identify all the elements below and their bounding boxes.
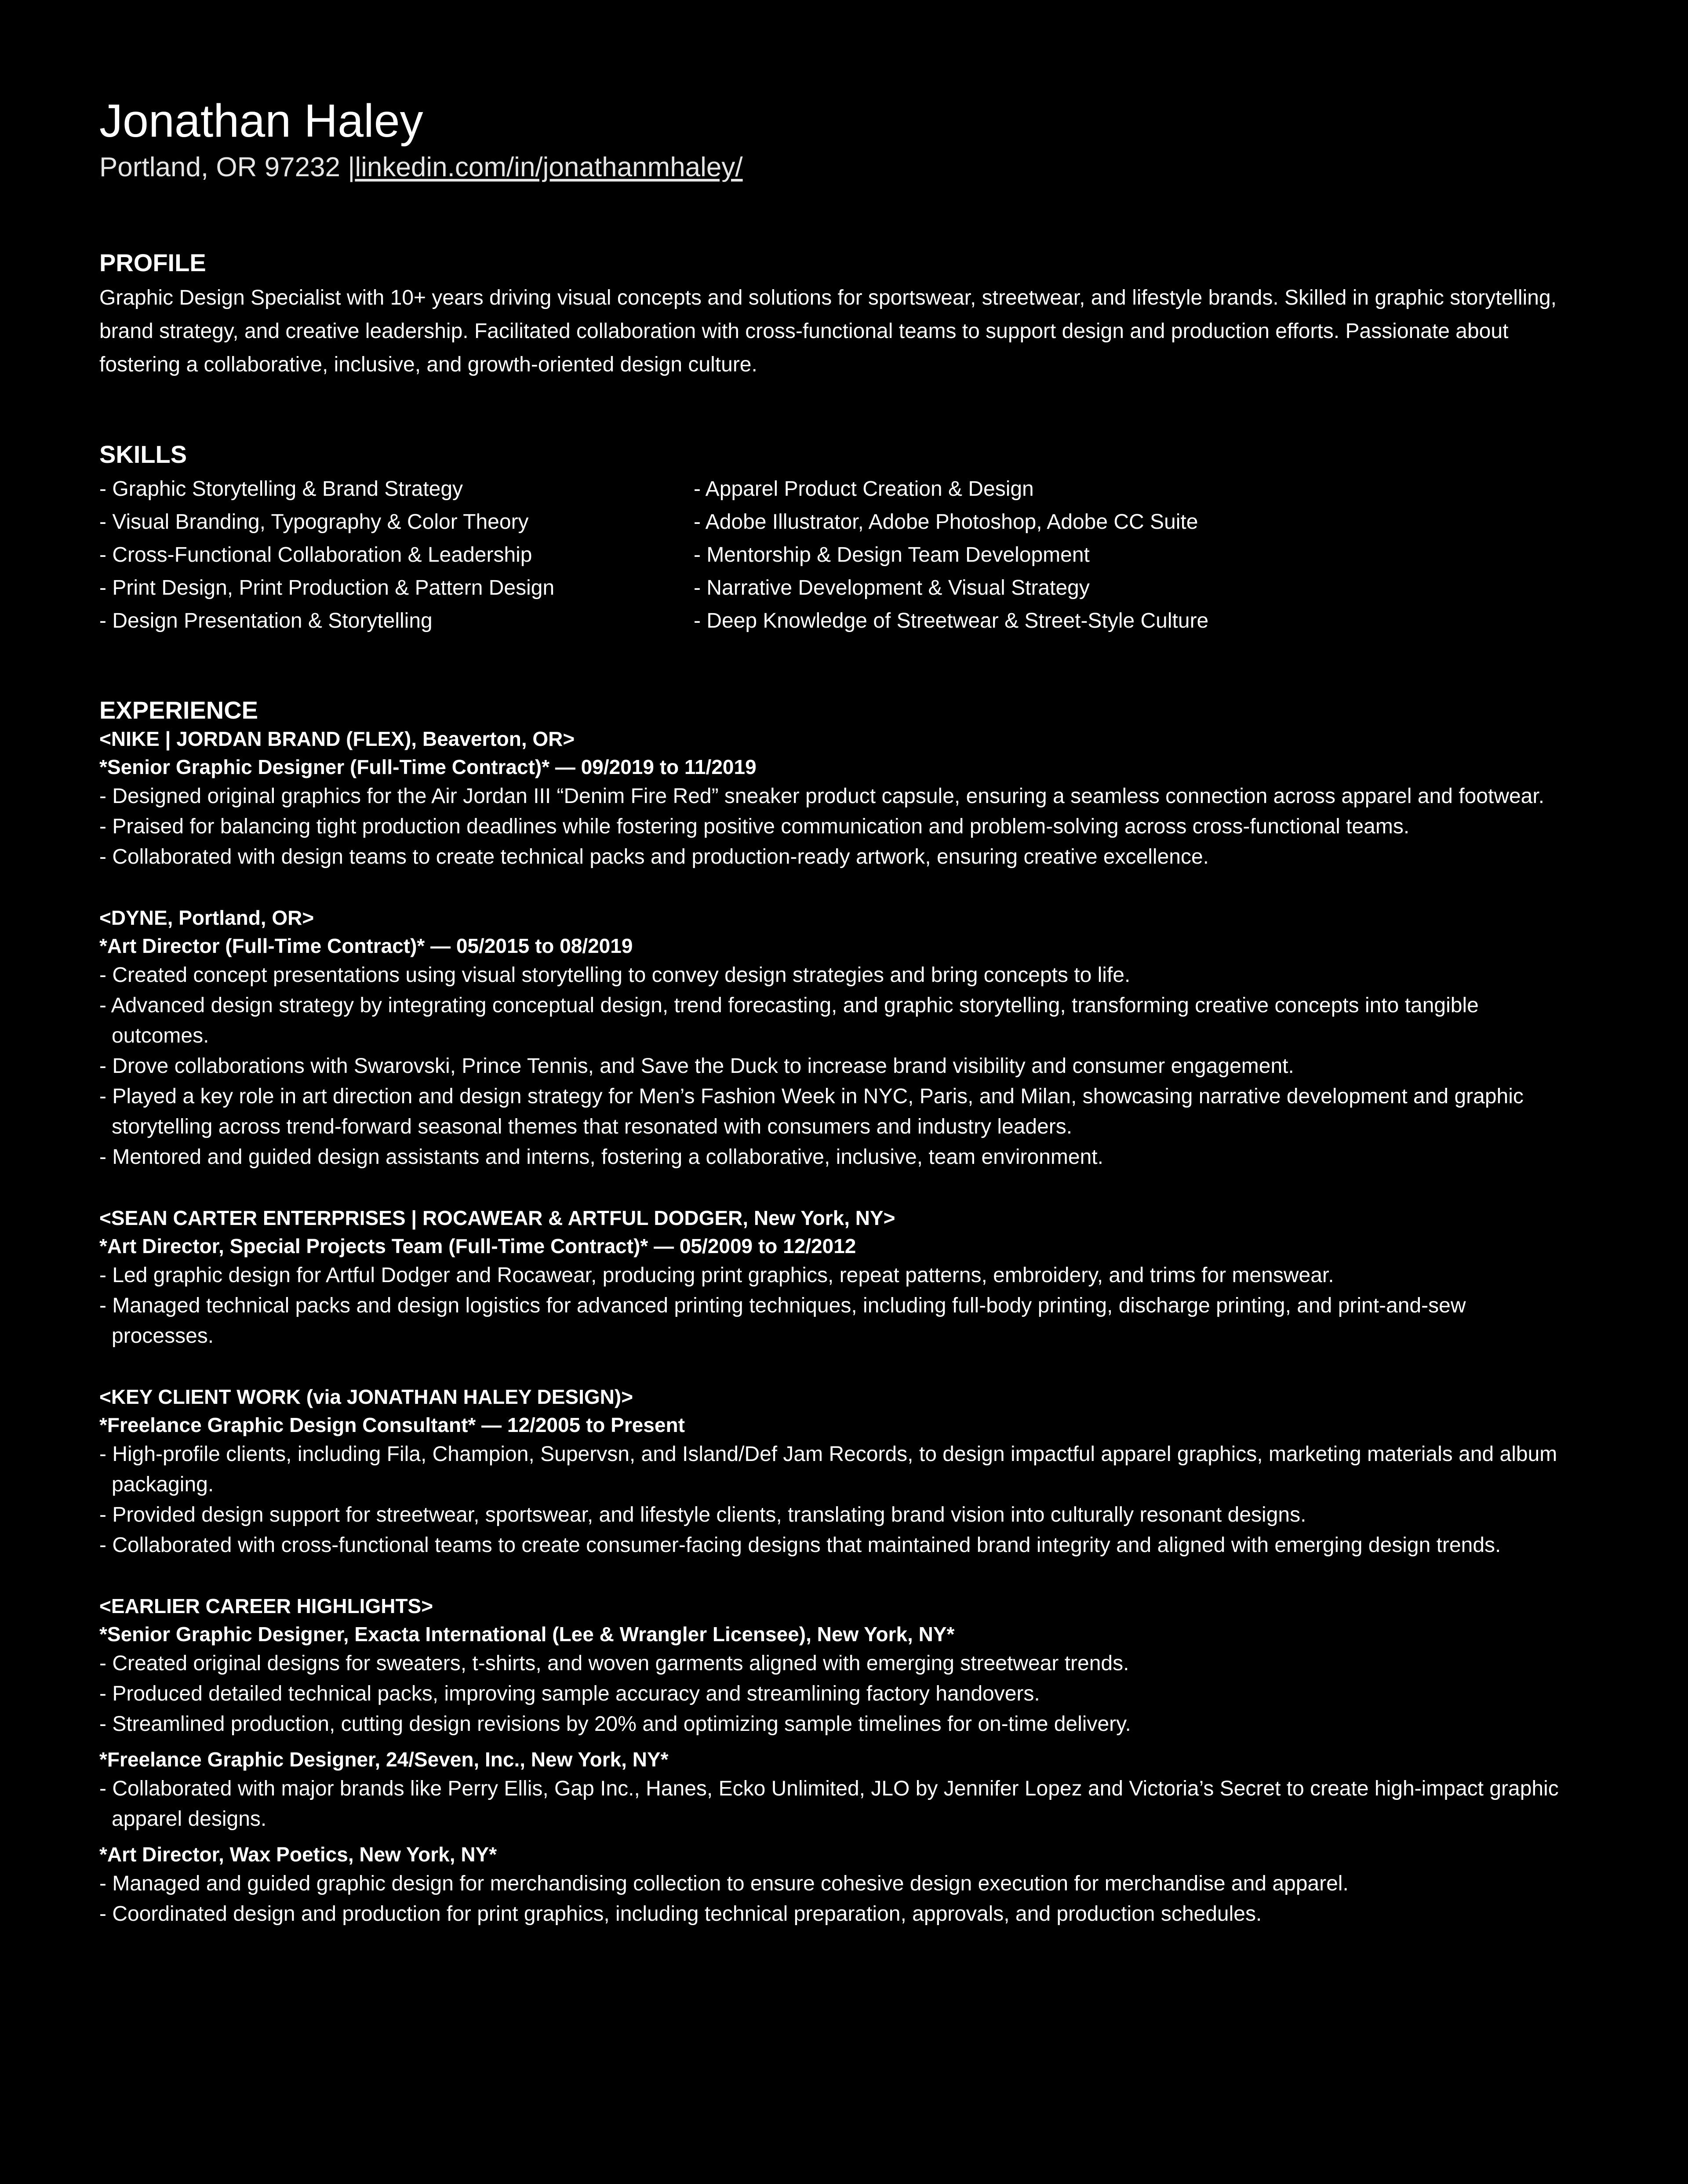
job-role: *Art Director, Special Projects Team (Full-Time Contract)* — 05/2009 to 12/2012 xyxy=(99,1234,856,1257)
job-bullet: - Collaborated with cross-functional teams to create consumer-facing designs that maintained brand integrity and aligned with emerging design trends. xyxy=(99,1533,1501,1557)
job-bullet: - Coordinated design and production for print graphics, including technical preparation, approvals, and production schedules. xyxy=(99,1902,1262,1926)
job-role: *Art Director (Full-Time Contract)* — 05/2015 to 08/2019 xyxy=(99,934,633,957)
job-bullet: - Mentored and guided design assistants and interns, fostering a collaborative, inclusive, team environment. xyxy=(99,1145,1103,1169)
skill-item: - Graphic Storytelling & Brand Strategy xyxy=(99,477,463,501)
job-bullet: - Collaborated with design teams to create technical packs and production-ready artwork, ensuring creative excellence. xyxy=(99,845,1209,869)
job-role: *Senior Graphic Designer, Exacta International (Lee & Wrangler Licensee), New York, NY* xyxy=(99,1622,955,1646)
linkedin-link[interactable]: linkedin.com/in/jonathanmhaley/ xyxy=(355,152,743,182)
profile-section xyxy=(99,248,1589,381)
job-bullets xyxy=(99,781,1589,872)
skill-item: - Narrative Development & Visual Strategy xyxy=(694,576,1090,600)
job-bullet: - Praised for balancing tight production deadlines while fostering positive communication and problem-solving across cross-functional teams. xyxy=(99,814,1410,838)
job-company: <NIKE | JORDAN BRAND (FLEX), Beaverton, OR> xyxy=(99,727,575,750)
job-bullet: - Created concept presentations using visual storytelling to convey design strategies and bring concepts to life. xyxy=(99,963,1131,987)
job-key-client xyxy=(99,1383,1589,1560)
job-bullet: - Managed and guided graphic design for merchandising collection to ensure cohesive design execution for merchandise and apparel. xyxy=(99,1871,1349,1895)
job-role: *Freelance Graphic Design Consultant* — 12/2005 to Present xyxy=(99,1413,685,1436)
job-bullets xyxy=(99,1439,1589,1560)
skill-item: - Adobe Illustrator, Adobe Photoshop, Adobe CC Suite xyxy=(694,510,1198,534)
resume-header xyxy=(99,95,1589,184)
job-bullets xyxy=(99,1648,1589,1739)
experience-section xyxy=(99,695,1589,1929)
skills-grid xyxy=(99,472,1589,637)
skills-section xyxy=(99,440,1589,637)
contact-line xyxy=(99,151,1589,184)
job-bullet: - Played a key role in art direction and design strategy for Men’s Fashion Week in NYC, Paris, and Milan, showcasing narrative development and graphic storytelling across trend-forward seasonal themes that resonated with consumers and industry leaders. xyxy=(99,1084,1524,1138)
skill-item: - Print Design, Print Production & Pattern Design xyxy=(99,576,555,600)
job-bullets xyxy=(99,960,1589,1172)
location: Portland, OR 97232 | xyxy=(99,152,355,182)
job-bullet: - Designed original graphics for the Air Jordan III “Denim Fire Red” sneaker product capsule, ensuring a seamless connection across apparel and footwear. xyxy=(99,784,1545,808)
job-bullet: - Streamlined production, cutting design revisions by 20% and optimizing sample timelines for on-time delivery. xyxy=(99,1712,1131,1736)
job-bullet: - High-profile clients, including Fila, Champion, Supervsn, and Island/Def Jam Records, to design impactful apparel graphics, marketing materials and album packaging. xyxy=(99,1442,1557,1496)
skill-item: - Design Presentation & Storytelling xyxy=(99,609,433,632)
job-bullets xyxy=(99,1260,1589,1351)
job-bullet: - Created original designs for sweaters, t-shirts, and woven garments aligned with emerging streetwear trends. xyxy=(99,1651,1129,1675)
job-company: <DYNE, Portland, OR> xyxy=(99,906,314,929)
skills-column-right xyxy=(694,472,1309,637)
job-dyne xyxy=(99,904,1589,1172)
skill-item: - Deep Knowledge of Streetwear & Street-Style Culture xyxy=(694,609,1209,632)
job-bullet: - Advanced design strategy by integrating conceptual design, trend forecasting, and graphic storytelling, transforming creative concepts into tangible outcomes. xyxy=(99,993,1479,1047)
job-role: *Senior Graphic Designer (Full-Time Contract)* — 09/2019 to 11/2019 xyxy=(99,755,757,778)
profile-text: Graphic Design Specialist with 10+ years driving visual concepts and solutions for sportswear, streetwear, and lifestyle brands. Skilled in graphic storytelling, brand strategy, and creative leadership. Facilitated collaboration with cross-functional teams to support design and production efforts. Passionate about fostering a collaborative, inclusive, and growth-oriented design culture. xyxy=(99,286,1557,376)
job-bullets xyxy=(99,1868,1589,1929)
profile-heading: PROFILE xyxy=(99,249,206,277)
job-nike xyxy=(99,725,1589,872)
job-bullet: - Led graphic design for Artful Dodger and Rocawear, producing print graphics, repeat patterns, embroidery, and trims for menswear. xyxy=(99,1263,1334,1287)
candidate-name: Jonathan Haley xyxy=(99,95,423,147)
job-role: *Freelance Graphic Designer, 24/Seven, Inc., New York, NY* xyxy=(99,1748,669,1771)
job-bullet: - Provided design support for streetwear, sportswear, and lifestyle clients, translating brand vision into culturally resonant designs. xyxy=(99,1503,1306,1526)
job-bullet: - Managed technical packs and design logistics for advanced printing techniques, including full-body printing, discharge printing, and print-and-sew processes. xyxy=(99,1294,1466,1348)
job-role: *Art Director, Wax Poetics, New York, NY* xyxy=(99,1842,497,1866)
job-company: <SEAN CARTER ENTERPRISES | ROCAWEAR & ARTFUL DODGER, New York, NY> xyxy=(99,1206,895,1229)
skills-column-left xyxy=(99,472,694,637)
job-bullet: - Collaborated with major brands like Perry Ellis, Gap Inc., Hanes, Ecko Unlimited, JLO by Jennifer Lopez and Victoria’s Secret to create high-impact graphic apparel designs. xyxy=(99,1777,1559,1831)
job-sean-carter xyxy=(99,1204,1589,1351)
skill-item: - Apparel Product Creation & Design xyxy=(694,477,1034,501)
skill-item: - Visual Branding, Typography & Color Theory xyxy=(99,510,529,534)
experience-heading: EXPERIENCE xyxy=(99,696,258,724)
skill-item: - Mentorship & Design Team Development xyxy=(694,543,1090,567)
skills-heading: SKILLS xyxy=(99,440,187,468)
job-bullets xyxy=(99,1773,1589,1834)
job-company: <EARLIER CAREER HIGHLIGHTS> xyxy=(99,1594,433,1617)
skill-item: - Cross-Functional Collaboration & Leadership xyxy=(99,543,532,567)
job-company: <KEY CLIENT WORK (via JONATHAN HALEY DESIGN)> xyxy=(99,1385,633,1408)
job-earlier-career xyxy=(99,1592,1589,1929)
job-bullet: - Produced detailed technical packs, improving sample accuracy and streamlining factory handovers. xyxy=(99,1682,1040,1705)
job-bullet: - Drove collaborations with Swarovski, Prince Tennis, and Save the Duck to increase brand visibility and consumer engagement. xyxy=(99,1054,1294,1078)
